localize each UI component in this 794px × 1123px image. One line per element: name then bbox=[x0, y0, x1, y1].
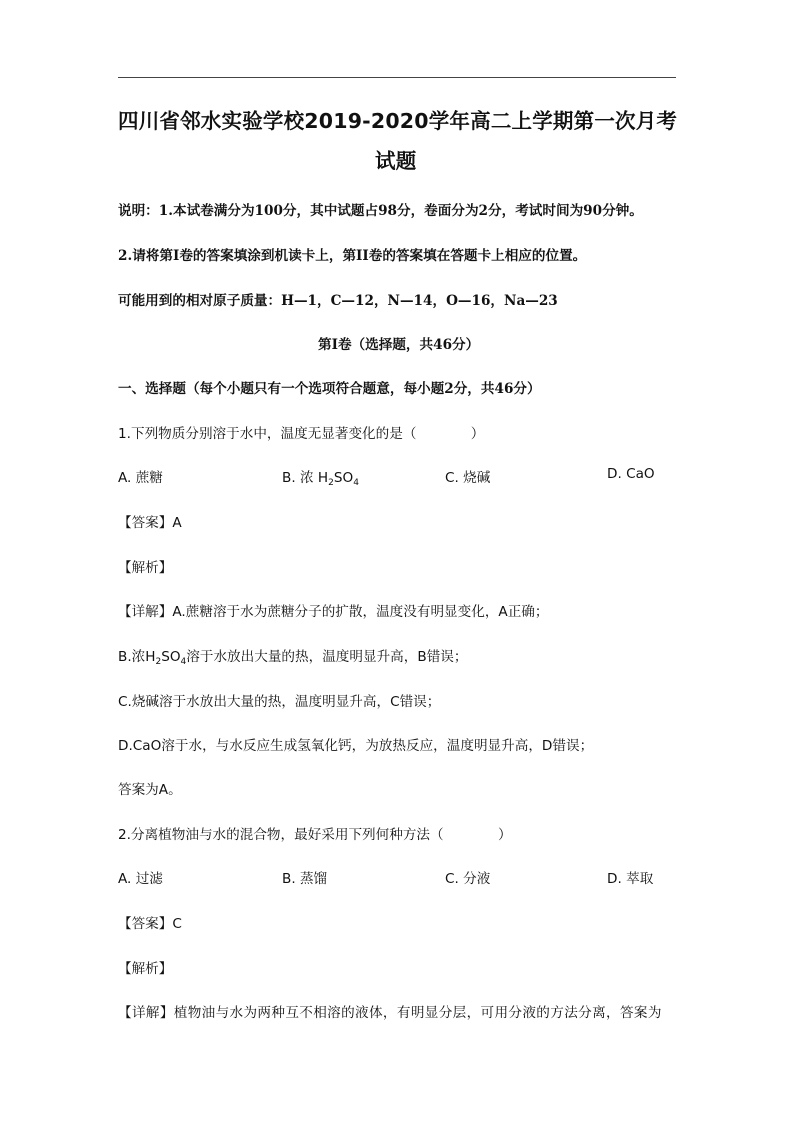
atomic-masses: 可能用到的相对原子质量：H—1，C—12，N—14，O—16，Na—23 bbox=[118, 293, 558, 309]
document-title: 四川省邻水实验学校2019-2020学年高二上学期第一次月考 bbox=[118, 109, 678, 133]
question-1-option-a: A. 蔗糖 bbox=[118, 470, 163, 486]
question-1-detail-c: C.烧碱溶于水放出大量的热，温度明显升高，C错误； bbox=[118, 694, 441, 710]
question-2-answer: 【答案】C bbox=[118, 916, 182, 932]
question-1-detail-b: B.浓$H_2SO_4$溶于水放出大量的热，温度明显升高，B错误； bbox=[118, 649, 468, 667]
question-1-option-b: B. 浓 $H_2SO_4$ bbox=[282, 470, 359, 488]
question-1-answer: 【答案】A bbox=[118, 515, 182, 531]
question-1-stem: 1.下列物质分别溶于水中，温度无显著变化的是（ ） bbox=[118, 426, 485, 442]
question-2-option-c: C. 分液 bbox=[445, 871, 491, 887]
question-2-stem: 2.分离植物油与水的混合物，最好采用下列何种方法（ ） bbox=[118, 827, 512, 843]
instructions-note-1: 说明：1.本试卷满分为100分，其中试题占98分，卷面分为2分，考试时间为90分钟。 bbox=[118, 203, 643, 219]
question-2-option-b: B. 蒸馏 bbox=[282, 871, 328, 887]
question-1-option-c: C. 烧碱 bbox=[445, 470, 491, 486]
header-rule bbox=[118, 77, 676, 78]
question-1-detail: 【详解】A.蔗糖溶于水为蔗糖分子的扩散，温度没有明显变化，A正确； bbox=[118, 604, 549, 620]
instructions-note-2: 2.请将第I卷的答案填涂到机读卡上，第II卷的答案填在答题卡上相应的位置。 bbox=[118, 248, 587, 264]
part-title: 一、选择题（每个小题只有一个选项符合题意，每小题2分，共46分） bbox=[118, 381, 541, 397]
question-2-option-a: A. 过滤 bbox=[118, 871, 163, 887]
question-2-option-d: D. 萃取 bbox=[607, 871, 654, 887]
question-1-analysis-label: 【解析】 bbox=[118, 560, 173, 576]
question-2-detail: 【详解】植物油与水为两种互不相溶的液体，有明显分层，可用分液的方法分离，答案为 bbox=[118, 1005, 662, 1021]
question-1-option-d: D. CaO bbox=[607, 466, 655, 482]
question-1-detail-d: D.CaO溶于水，与水反应生成氢氧化钙，为放热反应，温度明显升高，D错误； bbox=[118, 738, 594, 754]
question-1-conclusion: 答案为A。 bbox=[118, 782, 182, 798]
question-2-analysis-label: 【解析】 bbox=[118, 961, 173, 977]
document-title-line2: 试题 bbox=[375, 149, 417, 173]
section-title: 第I卷（选择题，共46分） bbox=[318, 337, 480, 353]
